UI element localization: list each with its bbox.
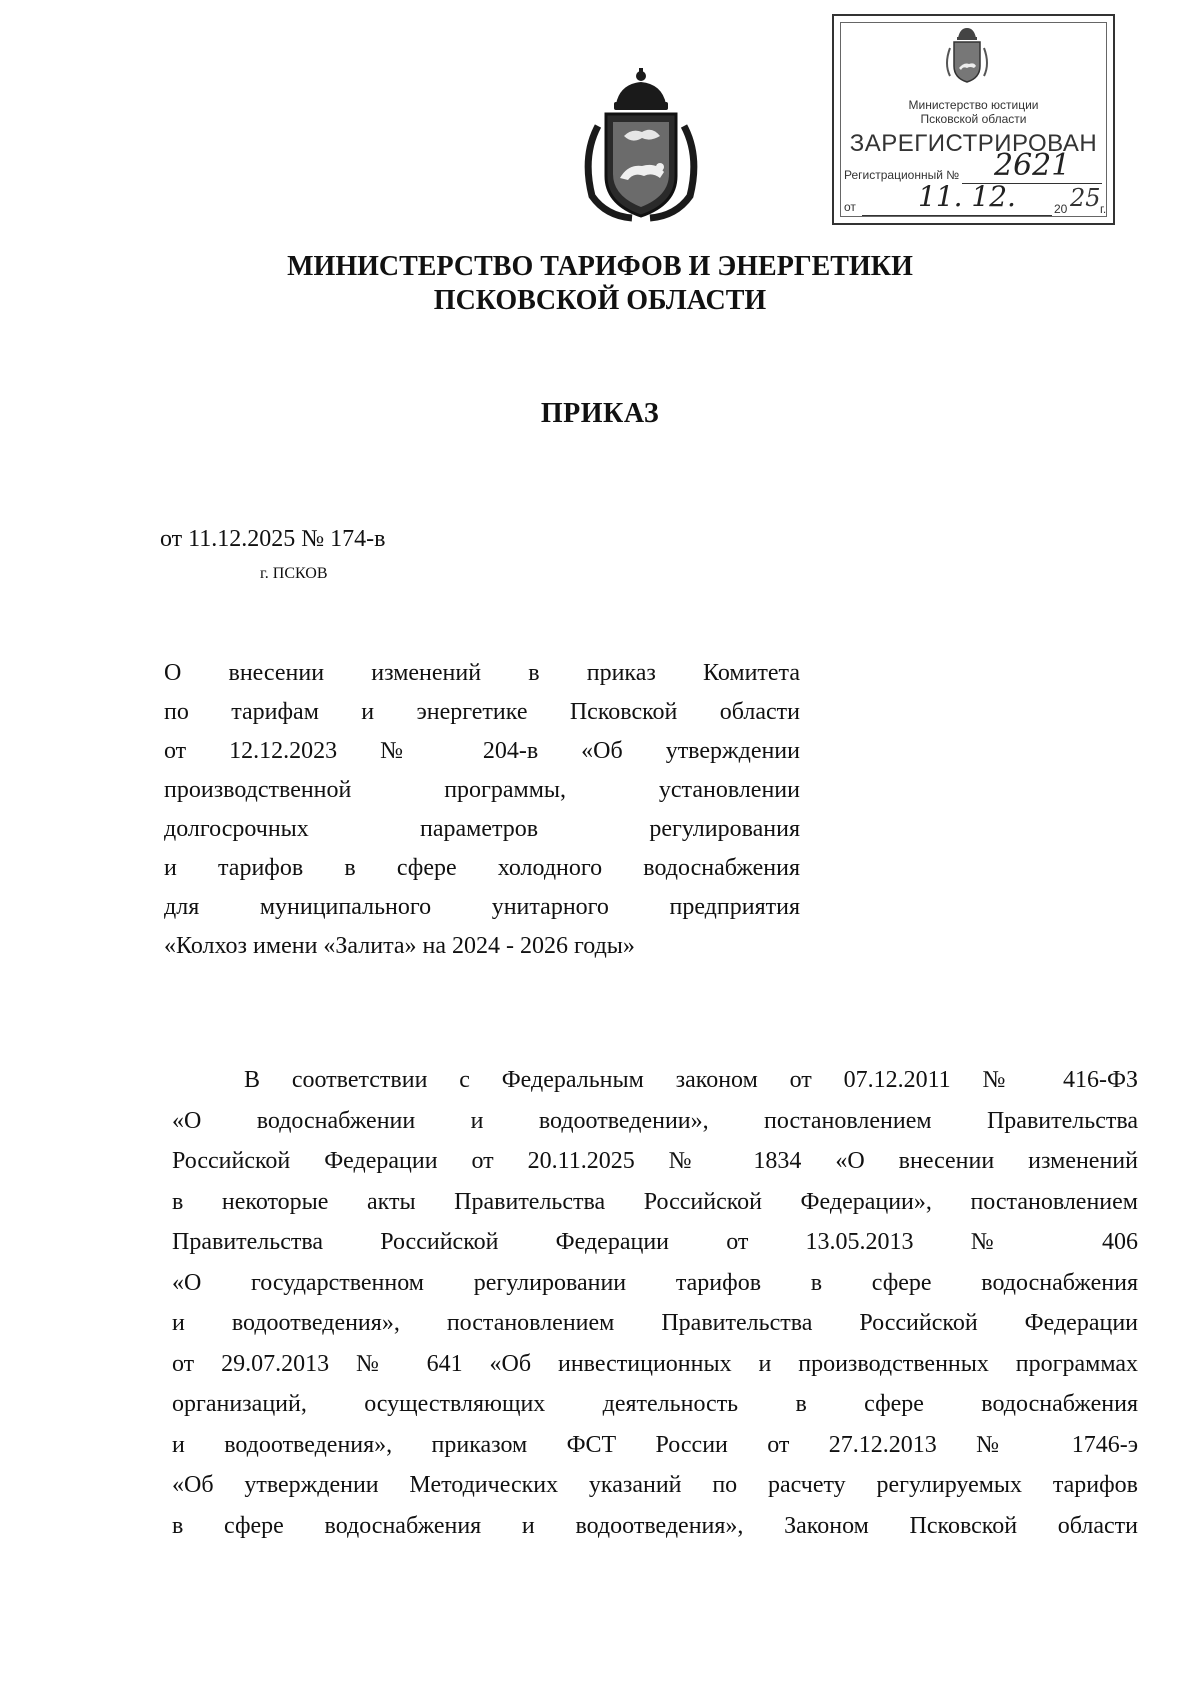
stamp-reg-number: 2621 [994,148,1071,183]
ministry-title-line1: МИНИСТЕРСТВО ТАРИФОВ И ЭНЕРГЕТИКИ [287,251,913,282]
stamp-ministry [834,98,1113,126]
body-line: от 29.07.2013 № 641 «Об инвестиционных и производственных программах [172,1350,1138,1377]
stamp-date-underline [862,215,1052,216]
subject-line: от 12.12.2023 № 204-в «Об утверждении [164,738,800,764]
stamp-status: ЗАРЕГИСТРИРОВАН [849,130,1098,157]
stamp-ministry-line2: Псковской области [920,112,1027,126]
body-line: организаций, осуществляющих деятельность в сфере водоснабжения [172,1391,1138,1417]
body-line: «Об утверждении Методических указаний по расчету регулируемых тарифов [172,1472,1138,1498]
pskov-coat-of-arms-icon [576,66,706,226]
ministry-title [0,250,1200,318]
document-type: ПРИКАЗ [540,398,660,429]
subject-line: и тарифов в сфере холодного водоснабжения [164,855,800,881]
body-line: и водоотведения», приказом ФСТ России от 27.12.2013 № 1746-э [172,1431,1138,1458]
stamp-date-line [844,180,1107,216]
stamp-year-suffix: г. [1100,202,1107,216]
stamp-date-prefix: от [844,200,856,214]
subject-line: производственной программы, установлении [164,777,800,803]
body-line: и водоотведения», постановлением Правительства Российской Федерации [172,1310,1138,1336]
subject-line: О внесении изменений в приказ Комитета [164,660,800,686]
order-city: г. ПСКОВ [260,565,328,582]
ministry-title-line2: ПСКОВСКОЙ ОБЛАСТИ [433,285,767,316]
body-line: «О водоснабжении и водоотведении», постановлением Правительства [172,1107,1138,1134]
stamp-date-handwritten: 11. 12. [918,180,1016,213]
body-line: в сфере водоснабжения и водоотведения», Законом Псковской области [172,1512,1138,1539]
registration-stamp [832,14,1115,225]
body-line: в некоторые акты Правительства Российской Федерации», постановлением [172,1188,1138,1215]
body-line: Правительства Российской Федерации от 13.05.2013 № 406 [172,1229,1138,1255]
subject-line: для муниципального унитарного предприятия [164,894,800,920]
stamp-reg-label: Регистрационный № [844,168,960,182]
order-subject [164,654,800,966]
stamp-year-handwritten: 25 [1070,184,1101,212]
stamp-year-prefix: 20 [1054,202,1068,216]
body-line: «О государственном регулировании тарифов в сфере водоснабжения [172,1269,1138,1296]
stamp-ministry-line1: Министерство юстиции [908,98,1039,112]
body-line: В соответствии с Федеральным законом от 07.12.2011 № 416-ФЗ [244,1067,1138,1093]
pskov-coat-of-arms-small-icon [942,24,992,86]
order-body [172,1060,1138,1546]
subject-line: «Колхоз имени «Залита» на 2024 - 2026 годы» [164,933,635,959]
subject-line: долгосрочных параметров регулирования [164,816,800,842]
body-line: Российской Федерации от 20.11.2025 № 1834 «О внесении изменений [172,1148,1138,1174]
order-date-number: от 11.12.2025 № 174-в [160,526,386,552]
subject-line: по тарифам и энергетике Псковской области [164,699,800,725]
